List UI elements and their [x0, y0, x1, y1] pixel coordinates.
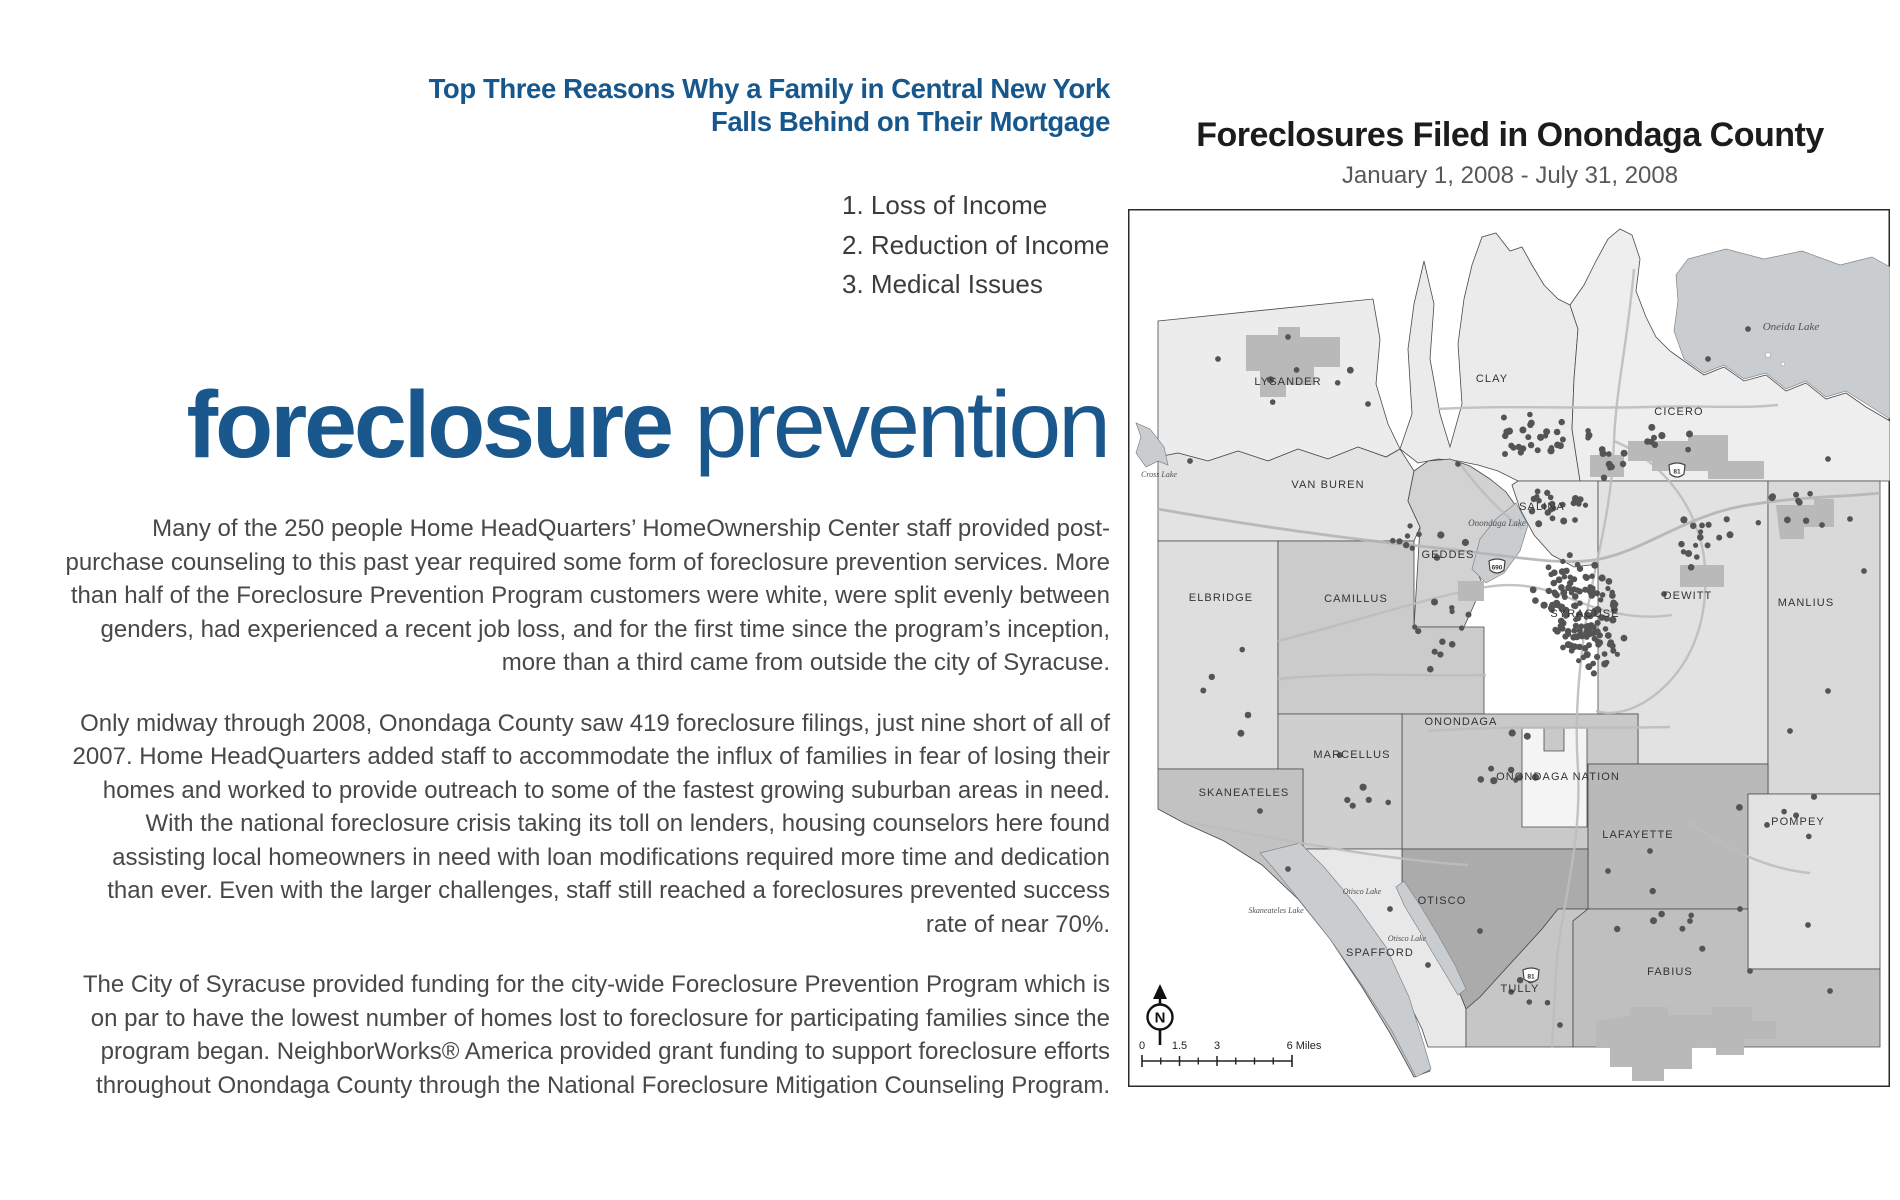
foreclosure-dot	[1745, 326, 1751, 332]
foreclosure-dot	[1527, 999, 1533, 1005]
foreclosure-dot	[1427, 666, 1434, 673]
foreclosure-dot	[1603, 626, 1609, 632]
foreclosure-dot	[1805, 922, 1811, 928]
foreclosure-dot	[1568, 575, 1573, 580]
foreclosure-dot	[1658, 432, 1665, 439]
town-region-elbridge	[1158, 541, 1278, 769]
foreclosure-dot	[1681, 549, 1686, 554]
town-label-camillus: CAMILLUS	[1324, 593, 1388, 605]
foreclosure-dot	[1756, 520, 1761, 525]
town-label-spafford: SPAFFORD	[1346, 947, 1414, 959]
foreclosure-dot	[1546, 588, 1552, 594]
foreclosure-dot	[1621, 450, 1628, 457]
foreclosure-dot	[1396, 538, 1402, 544]
foreclosure-dot	[1239, 647, 1245, 653]
foreclosure-dot	[1462, 539, 1469, 546]
lake-label-cross-lake: Cross Lake	[1141, 470, 1177, 479]
foreclosure-dot	[1647, 848, 1653, 854]
foreclosure-dot	[1591, 562, 1598, 569]
foreclosure-dot	[1609, 464, 1615, 470]
town-label-manlius: MANLIUS	[1777, 597, 1835, 609]
foreclosure-dot	[1583, 623, 1589, 629]
foreclosure-dot	[1793, 492, 1799, 498]
foreclosure-dot	[1425, 962, 1431, 968]
top-reasons-heading-line2: Falls Behind on Their Mortgage	[711, 106, 1110, 137]
foreclosure-dot	[1601, 475, 1607, 481]
foreclosure-dot	[1560, 559, 1565, 564]
foreclosure-dot	[1527, 412, 1533, 418]
foreclosure-dot	[1599, 446, 1606, 453]
foreclosure-dot	[1614, 926, 1620, 932]
foreclosure-dot	[1705, 356, 1711, 362]
foreclosure-dot	[1187, 458, 1193, 464]
foreclosure-dot	[1688, 564, 1695, 571]
foreclosure-dot	[1587, 631, 1593, 637]
reasons-list	[842, 186, 1109, 305]
foreclosure-dot	[1528, 442, 1534, 448]
foreclosure-dot	[1606, 578, 1613, 585]
foreclosure-dot	[1477, 928, 1483, 934]
foreclosure-dot	[1551, 569, 1558, 576]
foreclosure-dot	[1803, 518, 1809, 524]
foreclosure-dot	[1764, 822, 1770, 828]
foreclosure-dot	[1285, 866, 1291, 872]
town-label-lafayette: LAFAYETTE	[1602, 829, 1674, 841]
reason-item: 1. Loss of Income	[842, 190, 1048, 220]
foreclosure-dot	[1600, 592, 1606, 598]
foreclosure-dot	[1595, 642, 1601, 648]
foreclosure-dot	[1606, 451, 1612, 457]
foreclosure-dot	[1562, 633, 1568, 639]
foreclosure-dot	[1574, 587, 1580, 593]
foreclosure-dot	[1347, 367, 1354, 374]
foreclosure-dot	[1530, 586, 1537, 593]
foreclosure-dot	[1736, 804, 1743, 811]
town-label-lysander: LYSANDER	[1254, 376, 1322, 388]
foreclosure-dot	[1572, 495, 1579, 502]
foreclosure-dot	[1699, 946, 1705, 952]
foreclosure-dot	[1807, 491, 1813, 497]
scale-label: 6 Miles	[1286, 1040, 1322, 1052]
town-label-dewitt: DEWITT	[1663, 590, 1713, 602]
foreclosure-dot	[1705, 542, 1711, 548]
foreclosure-dot	[1737, 906, 1743, 912]
foreclosure-dot	[1449, 605, 1454, 610]
town-label-onondaga-nation: ONONDAGA NATION	[1496, 771, 1620, 783]
foreclosure-dot	[1390, 538, 1396, 544]
foreclosure-dot	[1520, 445, 1526, 451]
foreclosure-dot	[1572, 517, 1578, 523]
foreclosure-dot	[1245, 712, 1252, 719]
page-title-word-prevention: prevention	[694, 372, 1108, 478]
foreclosure-dot	[1502, 451, 1508, 457]
town-label-fabius: FABIUS	[1647, 966, 1693, 978]
foreclosure-dot	[1209, 674, 1215, 680]
foreclosure-dot	[1724, 516, 1730, 522]
foreclosure-dot	[1769, 494, 1776, 501]
paragraph: Many of the 250 people Home HeadQuarters’ HomeOwnership Center staff provided post-purchase counseling to this past year required some form of foreclosure prevention services. More than half of the Foreclosure Prevention Program customers were white, were split evenly between genders, had experienced a recent job loss, and for the first time since the program’s inception, more than a third came from outside the city of Syracuse.	[65, 515, 1110, 676]
foreclosure-dot	[1508, 443, 1514, 449]
top-reasons-heading-line1: Top Three Reasons Why a Family in Central New York	[428, 73, 1110, 104]
town-label-salina: SALINA	[1519, 501, 1565, 513]
foreclosure-dot	[1547, 447, 1554, 454]
foreclosure-dot	[1699, 523, 1705, 529]
reason-item: 2. Reduction of Income	[842, 229, 1110, 260]
foreclosure-dot	[1687, 918, 1693, 924]
foreclosure-dot	[1559, 626, 1565, 632]
foreclosure-dot	[1387, 906, 1393, 912]
foreclosure-dot	[1200, 688, 1206, 694]
foreclosure-dot	[1478, 776, 1485, 783]
foreclosure-dot	[1615, 652, 1620, 657]
foreclosure-dot	[1562, 574, 1568, 580]
foreclosure-dot	[1598, 597, 1603, 602]
foreclosure-dot	[1686, 431, 1693, 438]
developed-area	[1680, 565, 1724, 587]
foreclosure-dot	[1270, 399, 1276, 405]
foreclosure-dot	[1585, 663, 1592, 670]
lake-label-otisco-lake: Otisco Lake	[1387, 934, 1427, 943]
foreclosure-dot	[1577, 600, 1583, 606]
foreclosure-dot	[1825, 456, 1831, 462]
foreclosure-dot	[1605, 632, 1612, 639]
foreclosure-dot	[1697, 534, 1704, 541]
town-label-van-buren: VAN BUREN	[1291, 479, 1365, 491]
foreclosure-dot	[1576, 501, 1582, 507]
foreclosure-dot	[1560, 518, 1567, 525]
foreclosure-dot	[1502, 433, 1508, 439]
foreclosure-dot	[1403, 542, 1409, 548]
foreclosure-dot	[1416, 532, 1422, 538]
foreclosure-dot	[1556, 576, 1563, 583]
foreclosure-dot	[1602, 651, 1608, 657]
foreclosure-dot	[1648, 424, 1655, 431]
foreclosure-dot	[1577, 628, 1583, 634]
foreclosure-dot	[1535, 489, 1541, 495]
foreclosure-dot	[1586, 432, 1593, 439]
town-label-pompey: POMPEY	[1771, 816, 1825, 828]
lake-island	[1781, 362, 1785, 366]
foreclosure-dot	[1688, 913, 1694, 919]
town-label-geddes: GEDDES	[1421, 549, 1475, 561]
foreclosure-dot	[1581, 655, 1587, 661]
foreclosure-dot	[1685, 550, 1692, 557]
foreclosure-dot	[1528, 420, 1535, 427]
foreclosure-dot	[1535, 447, 1541, 453]
foreclosure-dot	[1365, 401, 1371, 407]
foreclosure-dot	[1432, 649, 1438, 655]
lake-label-onondaga-lake: Onondaga Lake	[1468, 518, 1526, 528]
foreclosure-dot	[1608, 639, 1615, 646]
foreclosure-dot	[1215, 356, 1221, 362]
scale-label: 3	[1213, 1040, 1221, 1052]
town-label-elbridge: ELBRIDGE	[1188, 592, 1254, 604]
county-map	[1128, 209, 1890, 1087]
lake-label-otisco-lake: Otisco Lake	[1342, 887, 1382, 896]
foreclosure-dot	[1525, 434, 1531, 440]
scale-label: 1.5	[1171, 1040, 1188, 1052]
lake-label-oneida-lake: Oneida Lake	[1762, 321, 1820, 333]
foreclosure-dot	[1613, 601, 1619, 607]
interstate-shield-icon	[1523, 968, 1539, 982]
foreclosure-dot	[1577, 566, 1583, 572]
town-label-clay: CLAY	[1475, 373, 1509, 385]
town-label-onondaga: ONONDAGA	[1424, 716, 1498, 728]
foreclosure-dot	[1571, 643, 1578, 650]
foreclosure-dot	[1534, 494, 1539, 499]
foreclosure-dot	[1567, 552, 1573, 558]
town-label-skaneateles: SKANEATELES	[1198, 787, 1290, 799]
foreclosure-dot	[1366, 797, 1372, 803]
foreclosure-dot	[1583, 503, 1588, 508]
town-region-van-buren	[1158, 447, 1420, 541]
foreclosure-dot	[1825, 688, 1831, 694]
foreclosure-dot	[1509, 729, 1516, 736]
foreclosure-dot	[1519, 427, 1526, 434]
page-title-word-foreclosure: foreclosure	[186, 372, 671, 478]
foreclosure-dot	[1344, 797, 1350, 803]
reason-item: 3. Medical Issues	[842, 269, 1043, 299]
foreclosure-dot	[1679, 926, 1685, 932]
town-label-tully: TULLY	[1500, 983, 1540, 995]
foreclosure-dot	[1727, 531, 1734, 538]
foreclosure-dot	[1599, 574, 1606, 581]
foreclosure-dot	[1466, 612, 1472, 618]
foreclosure-dot	[1781, 809, 1787, 815]
foreclosure-dot	[1257, 808, 1263, 814]
foreclosure-dot	[1560, 437, 1566, 443]
foreclosure-dot	[1294, 367, 1300, 373]
foreclosure-dot	[1591, 670, 1597, 676]
page-title	[0, 372, 1108, 478]
foreclosure-dot	[1455, 461, 1461, 467]
foreclosure-dot	[1620, 461, 1626, 467]
foreclosure-dot	[1650, 917, 1657, 924]
scale-label: 0	[1138, 1040, 1146, 1052]
foreclosure-dot	[1532, 597, 1539, 604]
body-paragraphs	[64, 512, 1110, 1129]
foreclosure-dot	[1827, 988, 1833, 994]
foreclosure-dot	[1545, 1000, 1551, 1006]
foreclosure-dot	[1415, 628, 1421, 634]
foreclosure-dot	[1335, 380, 1341, 386]
foreclosure-dot	[1501, 415, 1507, 421]
foreclosure-dot	[1678, 541, 1684, 547]
svg-text:81: 81	[1527, 973, 1535, 981]
foreclosure-dot	[1360, 784, 1367, 791]
foreclosure-dot	[1590, 585, 1596, 591]
foreclosure-dot	[1693, 543, 1698, 548]
svg-text:690: 690	[1491, 564, 1503, 572]
foreclosure-dot	[1706, 522, 1712, 528]
north-arrow-label: N	[1154, 1009, 1166, 1027]
top-reasons-heading	[300, 72, 1110, 138]
foreclosure-dot	[1405, 533, 1410, 538]
lake-label-skaneateles-lake: Skaneateles Lake	[1248, 906, 1304, 915]
paragraph: The City of Syracuse provided funding for the city-wide Foreclosure Prevention Program which is on par to have the lowest number of homes lost to foreclosure for participating families since the program began. NeighborWorks® America provided grant funding to support foreclosure efforts throughout Onondaga County through the National Foreclosure Mitigation Counseling Program.	[82, 971, 1110, 1099]
foreclosure-dot	[1650, 888, 1656, 894]
foreclosure-dot	[1535, 520, 1542, 527]
foreclosure-dot	[1609, 592, 1616, 599]
svg-text:81: 81	[1673, 468, 1681, 476]
town-label-marcellus: MARCELLUS	[1313, 749, 1391, 761]
foreclosure-dot	[1488, 766, 1494, 772]
foreclosure-dot	[1551, 589, 1557, 595]
foreclosure-dot	[1565, 584, 1572, 591]
foreclosure-dot	[1644, 438, 1651, 445]
map-subtitle: January 1, 2008 - July 31, 2008	[1341, 162, 1679, 189]
town-label-syracuse: SYRACUSE	[1550, 608, 1620, 620]
county-map-svg	[1128, 209, 1890, 1087]
foreclosure-dot	[1524, 733, 1531, 740]
map-title: Foreclosures Filed in Onondaga County	[1196, 116, 1824, 154]
foreclosure-dot	[1537, 434, 1544, 441]
foreclosure-dot	[1557, 1022, 1563, 1028]
foreclosure-dot	[1861, 568, 1867, 574]
foreclosure-dot	[1747, 968, 1753, 974]
lake-island	[1765, 352, 1770, 357]
foreclosure-dot	[1437, 531, 1444, 538]
developed-area	[1458, 581, 1484, 601]
foreclosure-dot	[1694, 554, 1700, 560]
foreclosure-dot	[1698, 529, 1703, 534]
foreclosure-dot	[1787, 728, 1793, 734]
foreclosure-dot	[1431, 599, 1438, 606]
foreclosure-dot	[1811, 794, 1817, 800]
foreclosure-dot	[1582, 645, 1589, 652]
foreclosure-dot	[1410, 546, 1415, 551]
foreclosure-dot	[1407, 523, 1412, 528]
foreclosure-dot	[1546, 564, 1552, 570]
foreclosure-dot	[1594, 629, 1600, 635]
foreclosure-dot	[1350, 803, 1356, 809]
foreclosure-dot	[1605, 868, 1611, 874]
foreclosure-dot	[1439, 639, 1445, 645]
foreclosure-dot	[1541, 602, 1548, 609]
foreclosure-dot	[1690, 523, 1696, 529]
paragraph: Only midway through 2008, Onondaga County saw 419 foreclosure filings, just nine short of all of 2007. Home HeadQuarters added staff to accommodate the influx of families in fear of losing their homes and worked to provide outreach to some of the fastest growing suburban areas in need. With the national foreclosure crisis taking its toll on lenders, housing counselors here found assisting local homeowners in need with loan modifications required more time and dedication than ever. Even with the larger challenges, staff still reached a foreclosures prevented success rate of near 70%.	[72, 709, 1110, 938]
foreclosure-dot	[1385, 800, 1391, 806]
foreclosure-dot	[1589, 573, 1595, 579]
foreclosure-dot	[1449, 641, 1456, 648]
foreclosure-dot	[1680, 516, 1687, 523]
foreclosure-dot	[1583, 574, 1590, 581]
town-label-cicero: CICERO	[1654, 406, 1704, 418]
town-label-otisco: OTISCO	[1417, 895, 1467, 907]
foreclosure-dot	[1285, 334, 1291, 340]
foreclosure-dot	[1819, 522, 1825, 528]
foreclosure-dot	[1784, 517, 1791, 524]
interstate-shield-icon	[1489, 559, 1505, 573]
foreclosure-dot	[1554, 429, 1561, 436]
foreclosure-dot	[1806, 834, 1812, 840]
foreclosure-dot	[1459, 625, 1464, 630]
foreclosure-dot	[1573, 634, 1579, 640]
foreclosure-dot	[1604, 660, 1609, 665]
foreclosure-dot	[1554, 442, 1561, 449]
foreclosure-dot	[1437, 651, 1443, 657]
foreclosure-dot	[1550, 515, 1556, 521]
foreclosure-dot	[1594, 654, 1600, 660]
foreclosure-dot	[1605, 586, 1610, 591]
foreclosure-dot	[1576, 658, 1581, 663]
foreclosure-dot	[1795, 498, 1801, 504]
foreclosure-dot	[1658, 911, 1665, 918]
interstate-shield-icon	[1669, 463, 1685, 477]
foreclosure-dot	[1548, 495, 1554, 501]
foreclosure-dot	[1559, 419, 1565, 425]
foreclosure-dot	[1847, 516, 1853, 522]
foreclosure-dot	[1560, 645, 1566, 651]
foreclosure-dot	[1685, 447, 1691, 453]
foreclosure-dot	[1716, 535, 1722, 541]
foreclosure-dot	[1621, 635, 1628, 642]
foreclosure-dot	[1237, 730, 1244, 737]
